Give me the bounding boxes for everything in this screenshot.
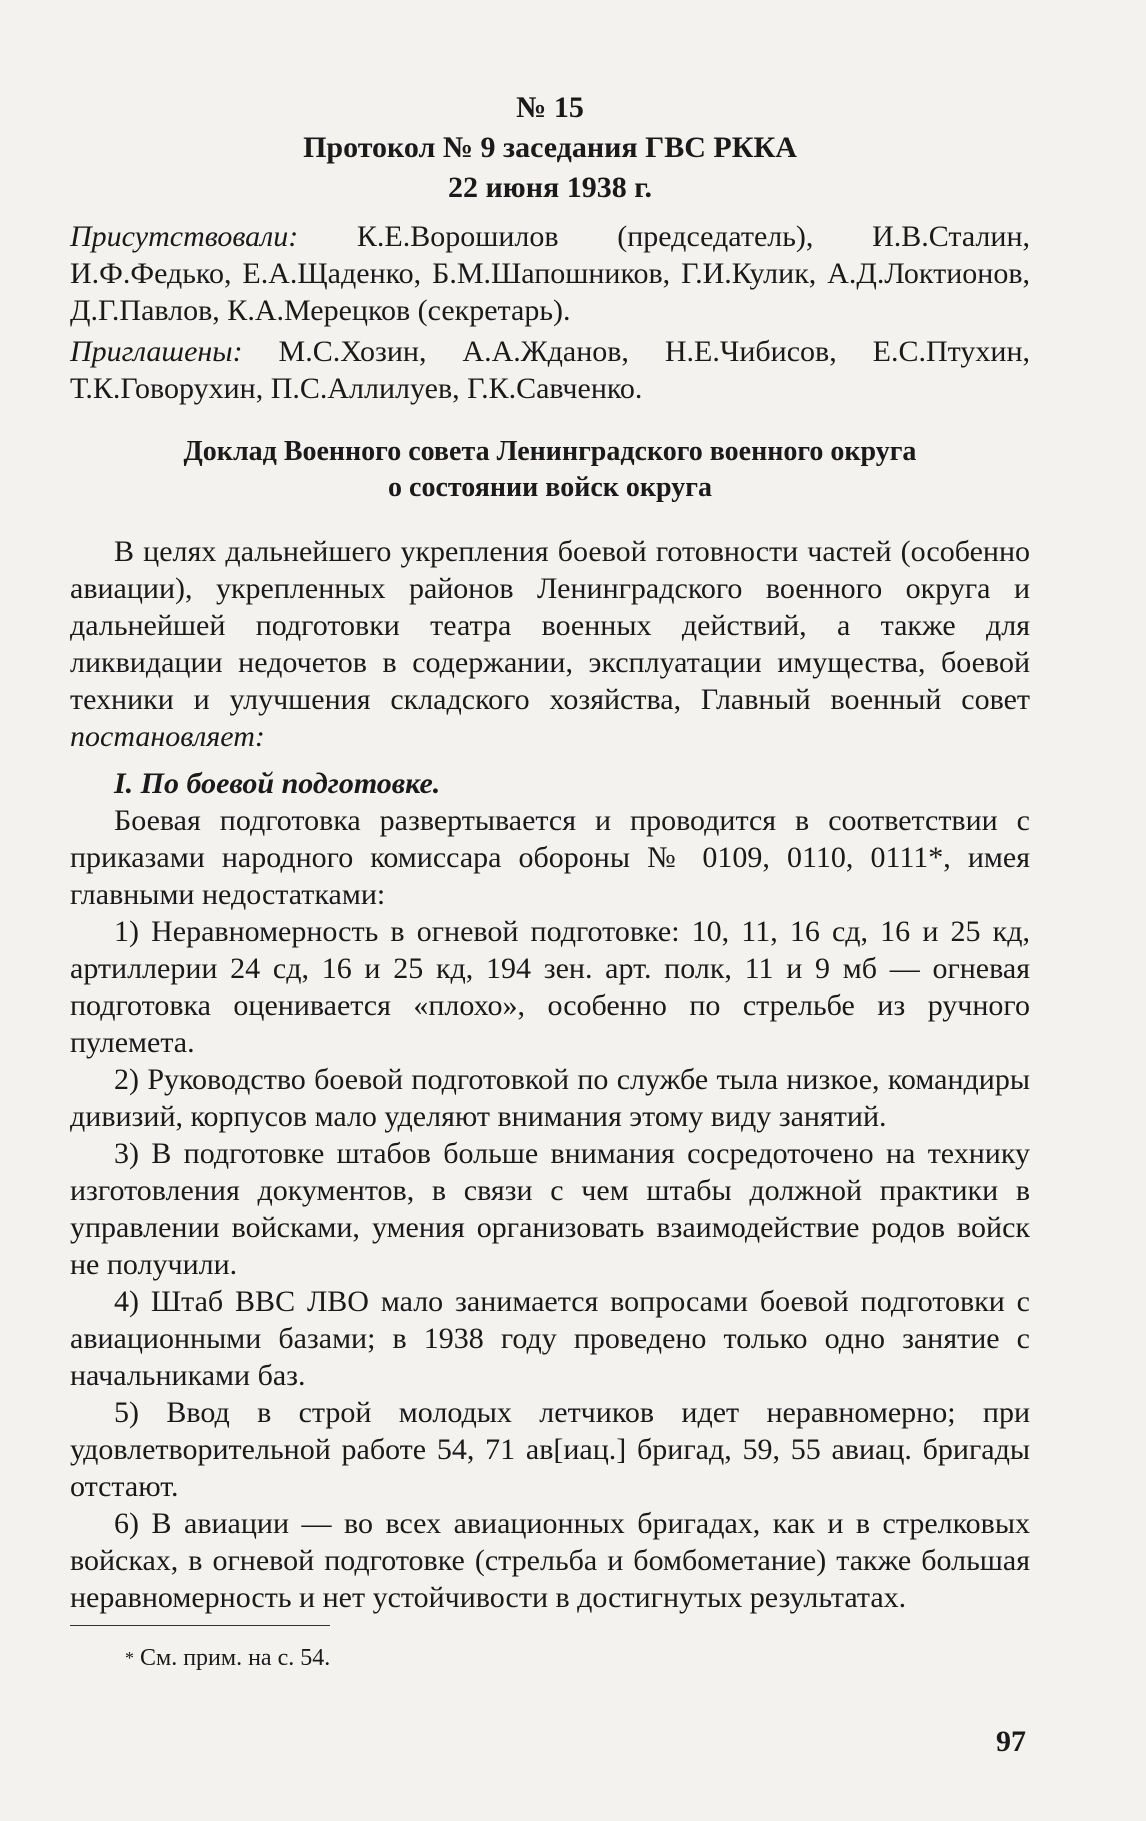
document-number: № 15 <box>516 91 584 124</box>
intro-paragraph <box>70 533 1030 755</box>
report-title-line2: о состоянии войск округа <box>388 472 712 503</box>
list-item: 1) Неравномерность в огневой подготовке: 10, 11, 16 сд, 16 и 25 кд, артиллерии 24 сд, 16 и 25 кд, 194 зен. арт. полк, 11 и 9 мб — огневая подготовка оценивается «плохо», особенно по стрельбе из ручного пулемета. <box>70 915 1030 1059</box>
intro-verb: постановляет: <box>70 720 265 753</box>
invited-list: М.С.Хозин, А.А.Жданов, Н.Е.Чибисов, Е.С.Птухин, Т.К.Говорухин, П.С.Аллилуев, Г.К.Савченко. <box>70 335 1030 405</box>
document-header <box>70 88 1030 208</box>
list-item: 2) Руководство боевой подготовкой по службе тыла низкое, командиры дивизий, корпусов мало уделяют внимания этому виду занятий. <box>70 1063 1030 1133</box>
footnote-text: См. прим. на с. 54. <box>140 1645 331 1671</box>
footnote-mark: * <box>125 1648 134 1668</box>
intro-text: В целях дальнейшего укрепления боевой готовности частей (особенно авиации), укрепленных районов Ленинградского военного округа и дальнейшей подготовки театра военных действий, а также для ликвидации недочетов в содержании, эксплуатации имущества, боевой техники и улучшения складского хозяйства, Главный военный совет <box>70 535 1030 716</box>
invited-label: Приглашены: <box>70 335 243 368</box>
list-item: 5) Ввод в строй молодых летчиков идет неравномерно; при удовлетворительной работе 54, 71 ав[иац.] бригад, 59, 55 авиац. бригады отстают. <box>70 1396 1030 1503</box>
section-lead: Боевая подготовка развертывается и проводится в соответствии с приказами народного комиссара обороны № 0109, 0110, 0111*, имея главными недостатками: <box>70 804 1030 911</box>
present-label: Присутствовали: <box>70 220 299 253</box>
footnote-divider <box>70 1625 330 1626</box>
section-heading: I. По боевой подготовке. <box>114 767 441 800</box>
list-item: 6) В авиации — во всех авиационных бригадах, как и в стрелковых войсках, в огневой подготовке (стрельба и бомбометание) также большая неравномерность и нет устойчивости в достигнутых результатах. <box>70 1507 1030 1614</box>
section-combat-training <box>70 765 1030 1616</box>
report-title <box>70 434 1030 506</box>
page-number: 97 <box>996 1725 1026 1758</box>
report-title-line1: Доклад Военного совета Ленинградского военного округа <box>183 436 917 467</box>
list-item: 4) Штаб ВВС ЛВО мало занимается вопросами боевой подготовки с авиационными базами; в 1938 году проведено только одно занятие с начальниками баз. <box>70 1285 1030 1392</box>
attendees-present <box>70 218 1030 329</box>
list-item: 3) В подготовке штабов больше внимания сосредоточено на технику изготовления документов, в связи с чем штабы должной практики в управлении войсками, умения организовать взаимодействие родов войск не получили. <box>70 1137 1030 1281</box>
protocol-title: Протокол № 9 заседания ГВС РККА <box>303 131 797 164</box>
protocol-date: 22 июня 1938 г. <box>448 171 652 204</box>
attendees-invited <box>70 333 1030 407</box>
present-list: К.Е.Ворошилов (председатель), И.В.Сталин, И.Ф.Федько, Е.А.Щаденко, Б.М.Шапошников, Г.И.Кулик, А.Д.Локтионов, Д.Г.Павлов, К.А.Мерецков (секретарь). <box>70 220 1030 327</box>
